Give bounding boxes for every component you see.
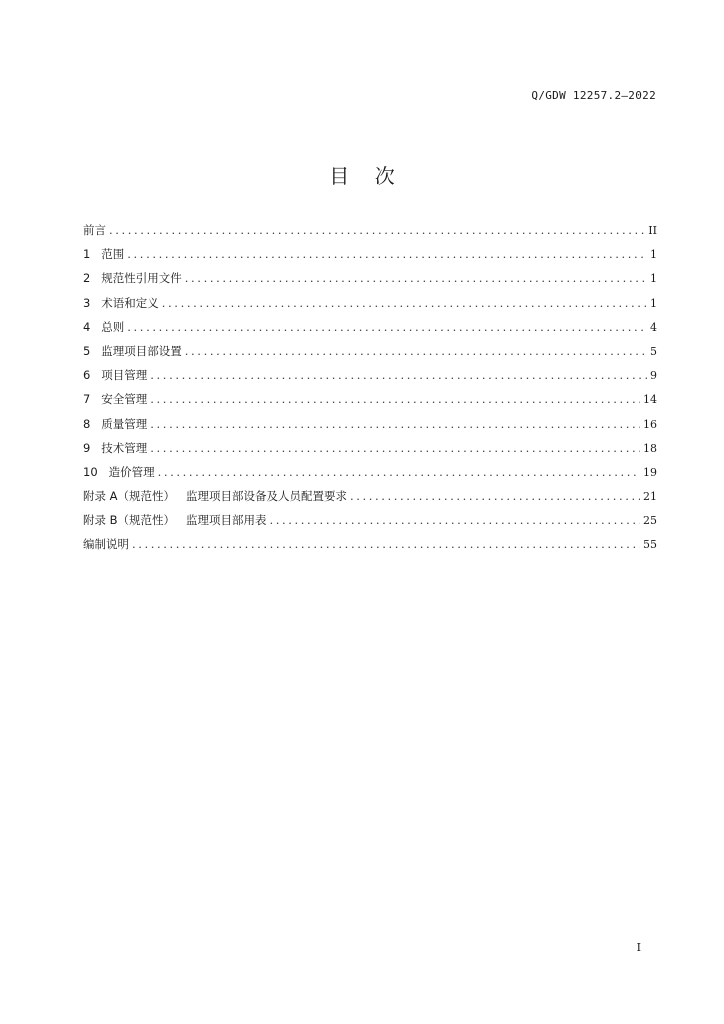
toc-entry-page: 5 <box>650 344 657 358</box>
toc-dot-leader <box>150 436 640 460</box>
toc-entry-foreword[interactable] <box>83 218 657 242</box>
toc-dot-leader <box>350 484 640 508</box>
toc-entry-label: 5 监理项目部设置 <box>83 343 182 358</box>
toc-dot-leader <box>150 363 647 387</box>
toc-entry-appendix-a[interactable] <box>83 484 657 508</box>
toc-entry-project-management[interactable] <box>83 363 657 387</box>
toc-entry-page: 18 <box>643 441 657 455</box>
toc-entry-label: 2 规范性引用文件 <box>83 271 182 286</box>
toc-dot-leader <box>158 460 640 484</box>
toc-entry-cost-management[interactable] <box>83 460 657 484</box>
toc-entry-page: 1 <box>650 296 657 310</box>
toc-dot-leader <box>150 387 640 411</box>
toc-dot-leader <box>270 508 640 532</box>
toc-title: 目 次 <box>329 164 395 188</box>
toc-entry-page: 1 <box>650 272 657 286</box>
toc-entry-label: 9 技术管理 <box>83 440 148 455</box>
toc-entry-page: 9 <box>650 369 657 383</box>
toc-entry-label: 编制说明 <box>83 537 129 552</box>
toc-entry-technical-management[interactable] <box>83 436 657 460</box>
toc-entry-label: 6 项目管理 <box>83 368 148 383</box>
toc-entry-page: 4 <box>650 320 657 334</box>
toc-entry-label: 附录 A（规范性） 监理项目部设备及人员配置要求 <box>83 489 347 504</box>
toc-dot-leader <box>127 315 647 339</box>
toc-entry-page: 14 <box>643 393 657 407</box>
toc-entry-appendix-b[interactable] <box>83 508 657 532</box>
toc-entry-normative-references[interactable] <box>83 266 657 290</box>
toc-dot-leader <box>150 412 640 436</box>
toc-dot-leader <box>185 339 647 363</box>
toc-dot-leader <box>109 218 645 242</box>
toc-dot-leader <box>185 266 647 290</box>
toc-entry-label: 前言 <box>83 223 106 237</box>
toc-entry-terms-definitions[interactable] <box>83 291 657 315</box>
toc-entry-page: 16 <box>643 417 657 431</box>
toc-entry-quality-management[interactable] <box>83 412 657 436</box>
standard-code: Q/GDW 12257.2—2022 <box>531 89 656 102</box>
toc-entry-page: 55 <box>643 538 657 552</box>
toc-entry-label: 7 安全管理 <box>83 392 148 407</box>
toc-list <box>83 218 657 557</box>
toc-entry-compilation-notes[interactable] <box>83 532 657 556</box>
toc-entry-page: 19 <box>643 465 657 479</box>
toc-entry-label: 4 总则 <box>83 319 125 334</box>
toc-entry-page: II <box>648 224 657 237</box>
page-number: I <box>636 941 641 954</box>
toc-entry-label: 1 范围 <box>83 247 125 262</box>
toc-entry-page: 25 <box>643 514 657 528</box>
toc-entry-page: 21 <box>643 490 657 504</box>
toc-entry-safety-management[interactable] <box>83 387 657 411</box>
toc-entry-label: 附录 B（规范性） 监理项目部用表 <box>83 513 267 528</box>
toc-entry-label: 8 质量管理 <box>83 416 148 431</box>
toc-entry-label: 10 造价管理 <box>83 464 155 479</box>
toc-dot-leader <box>127 242 647 266</box>
toc-dot-leader <box>132 532 640 556</box>
toc-dot-leader <box>162 291 647 315</box>
toc-entry-page: 1 <box>650 248 657 262</box>
toc-entry-general[interactable] <box>83 315 657 339</box>
toc-entry-label: 3 术语和定义 <box>83 295 159 310</box>
toc-entry-supervision-department[interactable] <box>83 339 657 363</box>
toc-entry-scope[interactable] <box>83 242 657 266</box>
